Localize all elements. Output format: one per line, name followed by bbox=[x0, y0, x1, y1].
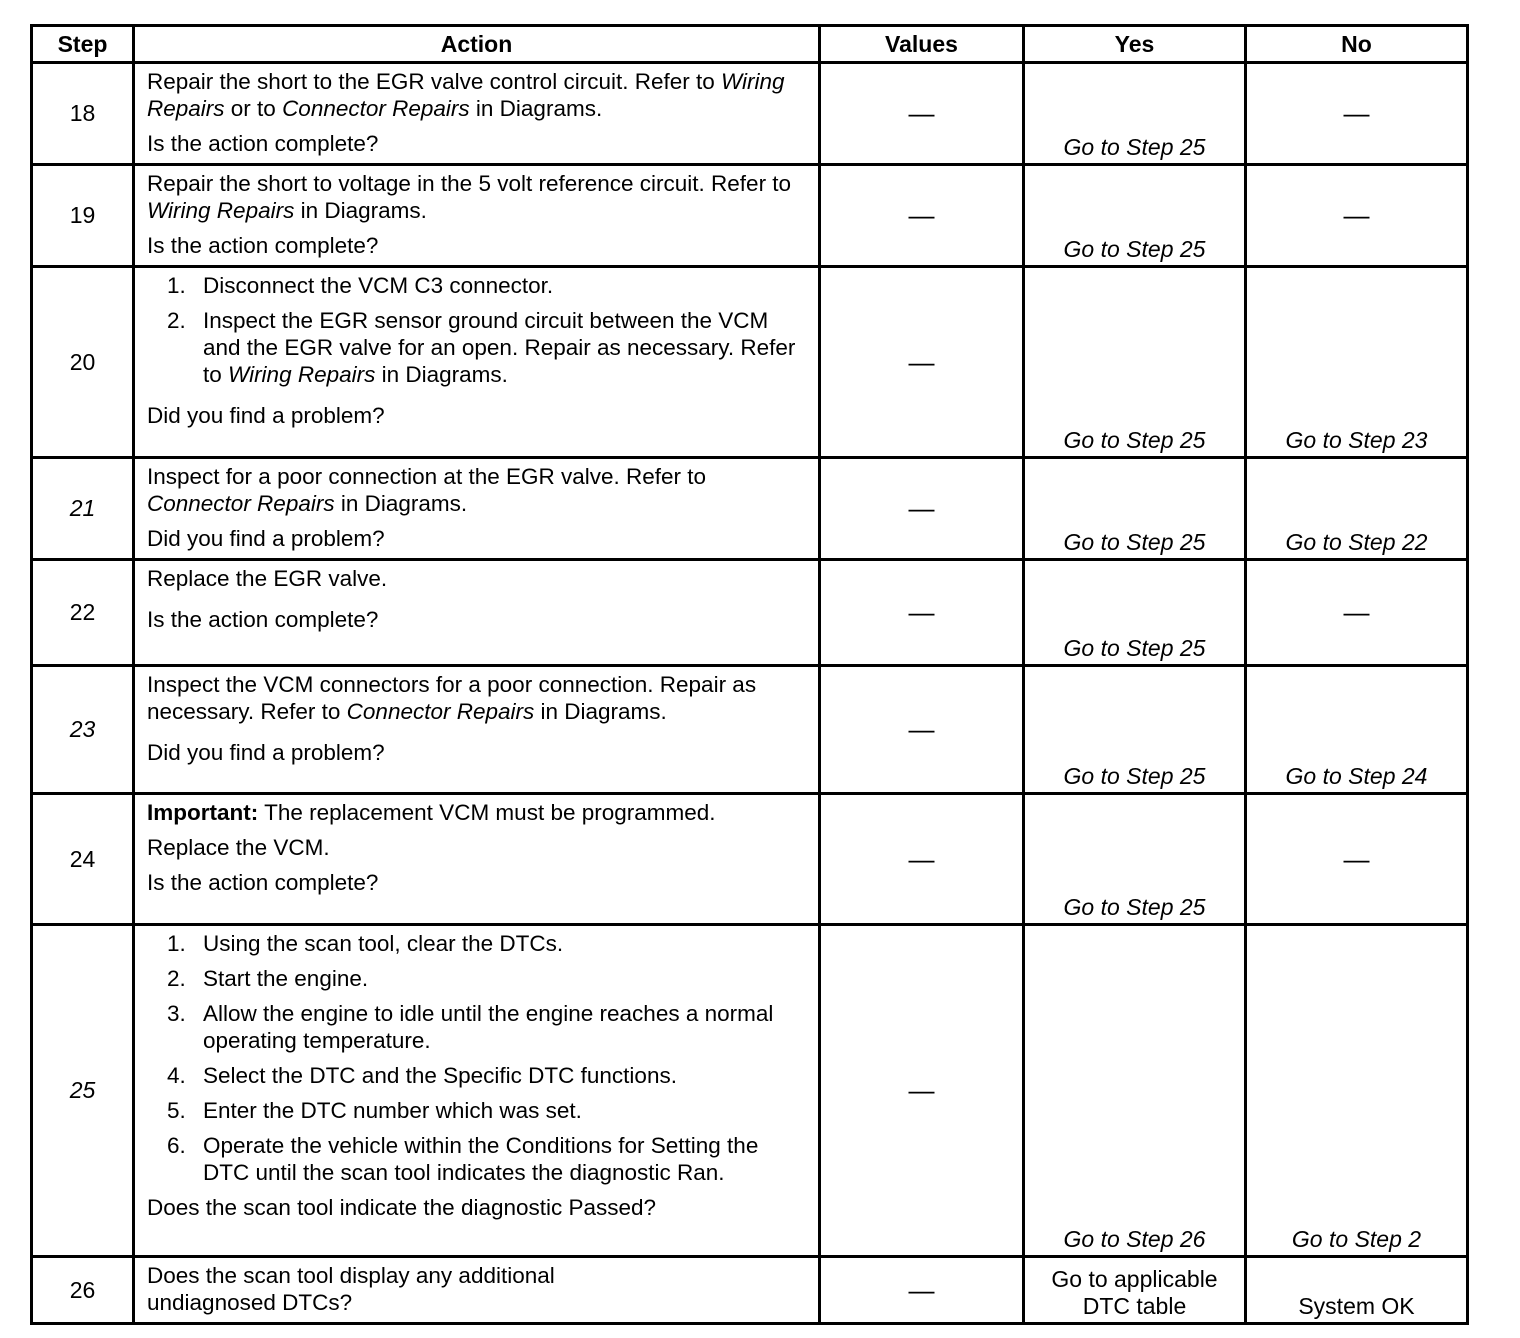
yes-cell: Go to Step 25 bbox=[1024, 267, 1246, 458]
header-row bbox=[32, 26, 1468, 63]
action-question: Is the action complete? bbox=[147, 870, 379, 895]
list-item bbox=[147, 1000, 806, 1054]
yes-cell: Go to Step 26 bbox=[1024, 925, 1246, 1257]
action-cell bbox=[134, 1257, 820, 1324]
action-text: in Diagrams. bbox=[534, 699, 667, 724]
yes-cell: Go to Step 25 bbox=[1024, 63, 1246, 165]
step-number: 20 bbox=[32, 267, 134, 458]
action-text: in Diagrams. bbox=[469, 96, 603, 121]
table-row bbox=[32, 458, 1468, 560]
list-number: 6. bbox=[167, 1133, 186, 1158]
table-row bbox=[32, 267, 1468, 458]
diagnostic-table bbox=[30, 24, 1469, 1325]
table-row bbox=[32, 165, 1468, 267]
no-cell: — bbox=[1246, 794, 1468, 925]
list-item bbox=[147, 1062, 806, 1089]
wiring-repairs-ref: Wiring Repairs bbox=[147, 69, 785, 121]
values-cell: — bbox=[820, 794, 1024, 925]
action-list bbox=[147, 272, 806, 388]
action-text: Repair the short to the EGR valve control circuit. Refer to bbox=[147, 69, 721, 94]
table-row bbox=[32, 925, 1468, 1257]
list-text: Start the engine. bbox=[203, 966, 369, 991]
step-number: 24 bbox=[32, 794, 134, 925]
action-question: Did you find a problem? bbox=[147, 403, 385, 428]
action-question: Does the scan tool indicate the diagnostic Passed? bbox=[147, 1195, 657, 1220]
list-text: Inspect the EGR sensor ground circuit between the VCM and the EGR valve for an open. Repair as necessary. Refer to bbox=[203, 308, 796, 387]
action-cell bbox=[134, 666, 820, 794]
values-cell: — bbox=[820, 267, 1024, 458]
action-cell bbox=[134, 63, 820, 165]
list-item bbox=[147, 272, 806, 299]
table-row bbox=[32, 63, 1468, 165]
no-cell: — bbox=[1246, 63, 1468, 165]
connector-repairs-ref: Connector Repairs bbox=[147, 491, 335, 516]
action-text: in Diagrams. bbox=[294, 198, 427, 223]
list-number: 1. bbox=[167, 273, 186, 298]
action-question: Is the action complete? bbox=[147, 131, 379, 156]
action-cell bbox=[134, 458, 820, 560]
header-values: Values bbox=[820, 26, 1024, 63]
yes-cell: Go to Step 25 bbox=[1024, 458, 1246, 560]
yes-cell: Go to Step 25 bbox=[1024, 794, 1246, 925]
list-item bbox=[147, 1097, 806, 1124]
important-text: The replacement VCM must be programmed. bbox=[258, 800, 716, 825]
list-number: 2. bbox=[167, 308, 186, 333]
action-question: Did you find a problem? bbox=[147, 526, 385, 551]
list-text: in Diagrams. bbox=[375, 362, 508, 387]
wiring-repairs-ref: Wiring Repairs bbox=[228, 362, 376, 387]
list-item bbox=[147, 965, 806, 992]
step-number: 23 bbox=[32, 666, 134, 794]
values-cell: — bbox=[820, 165, 1024, 267]
important-label: Important: bbox=[147, 800, 259, 825]
values-cell: — bbox=[820, 560, 1024, 666]
step-number: 25 bbox=[32, 925, 134, 1257]
list-text: Allow the engine to idle until the engine reaches a normal operating temperature. bbox=[203, 1001, 774, 1053]
header-yes: Yes bbox=[1024, 26, 1246, 63]
values-cell: — bbox=[820, 925, 1024, 1257]
action-cell bbox=[134, 267, 820, 458]
no-cell: Go to Step 2 bbox=[1246, 925, 1468, 1257]
list-number: 1. bbox=[167, 931, 186, 956]
step-number: 19 bbox=[32, 165, 134, 267]
yes-cell: Go to Step 25 bbox=[1024, 165, 1246, 267]
no-cell: Go to Step 23 bbox=[1246, 267, 1468, 458]
action-text: Inspect for a poor connection at the EGR valve. Refer to bbox=[147, 464, 707, 489]
action-cell bbox=[134, 165, 820, 267]
list-number: 3. bbox=[167, 1001, 186, 1026]
list-item bbox=[147, 1132, 806, 1186]
action-question: Does the scan tool display any additional undiagnosed DTCs? bbox=[147, 1263, 555, 1315]
no-cell: System OK bbox=[1246, 1257, 1468, 1324]
action-cell bbox=[134, 794, 820, 925]
table-row bbox=[32, 666, 1468, 794]
table-row bbox=[32, 560, 1468, 666]
values-cell: — bbox=[820, 1257, 1024, 1324]
values-cell: — bbox=[820, 666, 1024, 794]
connector-repairs-ref: Connector Repairs bbox=[282, 96, 470, 121]
step-number: 26 bbox=[32, 1257, 134, 1324]
yes-cell: Go to Step 25 bbox=[1024, 666, 1246, 794]
action-text: Repair the short to voltage in the 5 volt reference circuit. Refer to bbox=[147, 171, 792, 196]
action-text: Replace the VCM. bbox=[147, 835, 330, 860]
action-text: Inspect the VCM connectors for a poor connection. Repair as necessary. Refer to bbox=[147, 672, 757, 724]
connector-repairs-ref: Connector Repairs bbox=[346, 699, 535, 724]
values-cell: — bbox=[820, 63, 1024, 165]
list-item bbox=[147, 930, 806, 957]
no-cell: — bbox=[1246, 165, 1468, 267]
values-cell: — bbox=[820, 458, 1024, 560]
action-question: Is the action complete? bbox=[147, 607, 379, 632]
list-number: 4. bbox=[167, 1063, 186, 1088]
table-row bbox=[32, 794, 1468, 925]
list-number: 5. bbox=[167, 1098, 186, 1123]
action-list bbox=[147, 930, 806, 1186]
header-action: Action bbox=[134, 26, 820, 63]
action-question: Did you find a problem? bbox=[147, 740, 385, 765]
no-cell: Go to Step 22 bbox=[1246, 458, 1468, 560]
wiring-repairs-ref: Wiring Repairs bbox=[147, 198, 295, 223]
step-number: 21 bbox=[32, 458, 134, 560]
list-text: Operate the vehicle within the Conditions for Setting the DTC until the scan tool indicates the diagnostic Ran. bbox=[203, 1133, 759, 1185]
list-text: Using the scan tool, clear the DTCs. bbox=[203, 931, 564, 956]
list-text: Select the DTC and the Specific DTC functions. bbox=[203, 1063, 677, 1088]
list-number: 2. bbox=[167, 966, 186, 991]
header-no: No bbox=[1246, 26, 1468, 63]
action-cell bbox=[134, 560, 820, 666]
no-cell: — bbox=[1246, 560, 1468, 666]
list-text: Disconnect the VCM C3 connector. bbox=[203, 273, 554, 298]
list-item bbox=[147, 307, 806, 388]
action-text: Replace the EGR valve. bbox=[147, 566, 388, 591]
table-row bbox=[32, 1257, 1468, 1324]
step-number: 18 bbox=[32, 63, 134, 165]
yes-cell: Go to applicable DTC table bbox=[1024, 1257, 1246, 1324]
action-cell bbox=[134, 925, 820, 1257]
step-number: 22 bbox=[32, 560, 134, 666]
action-question: Is the action complete? bbox=[147, 233, 379, 258]
header-step: Step bbox=[32, 26, 134, 63]
list-text: Enter the DTC number which was set. bbox=[203, 1098, 582, 1123]
action-text: in Diagrams. bbox=[334, 491, 468, 516]
yes-cell: Go to Step 25 bbox=[1024, 560, 1246, 666]
no-cell: Go to Step 24 bbox=[1246, 666, 1468, 794]
action-text: or to bbox=[224, 96, 283, 121]
